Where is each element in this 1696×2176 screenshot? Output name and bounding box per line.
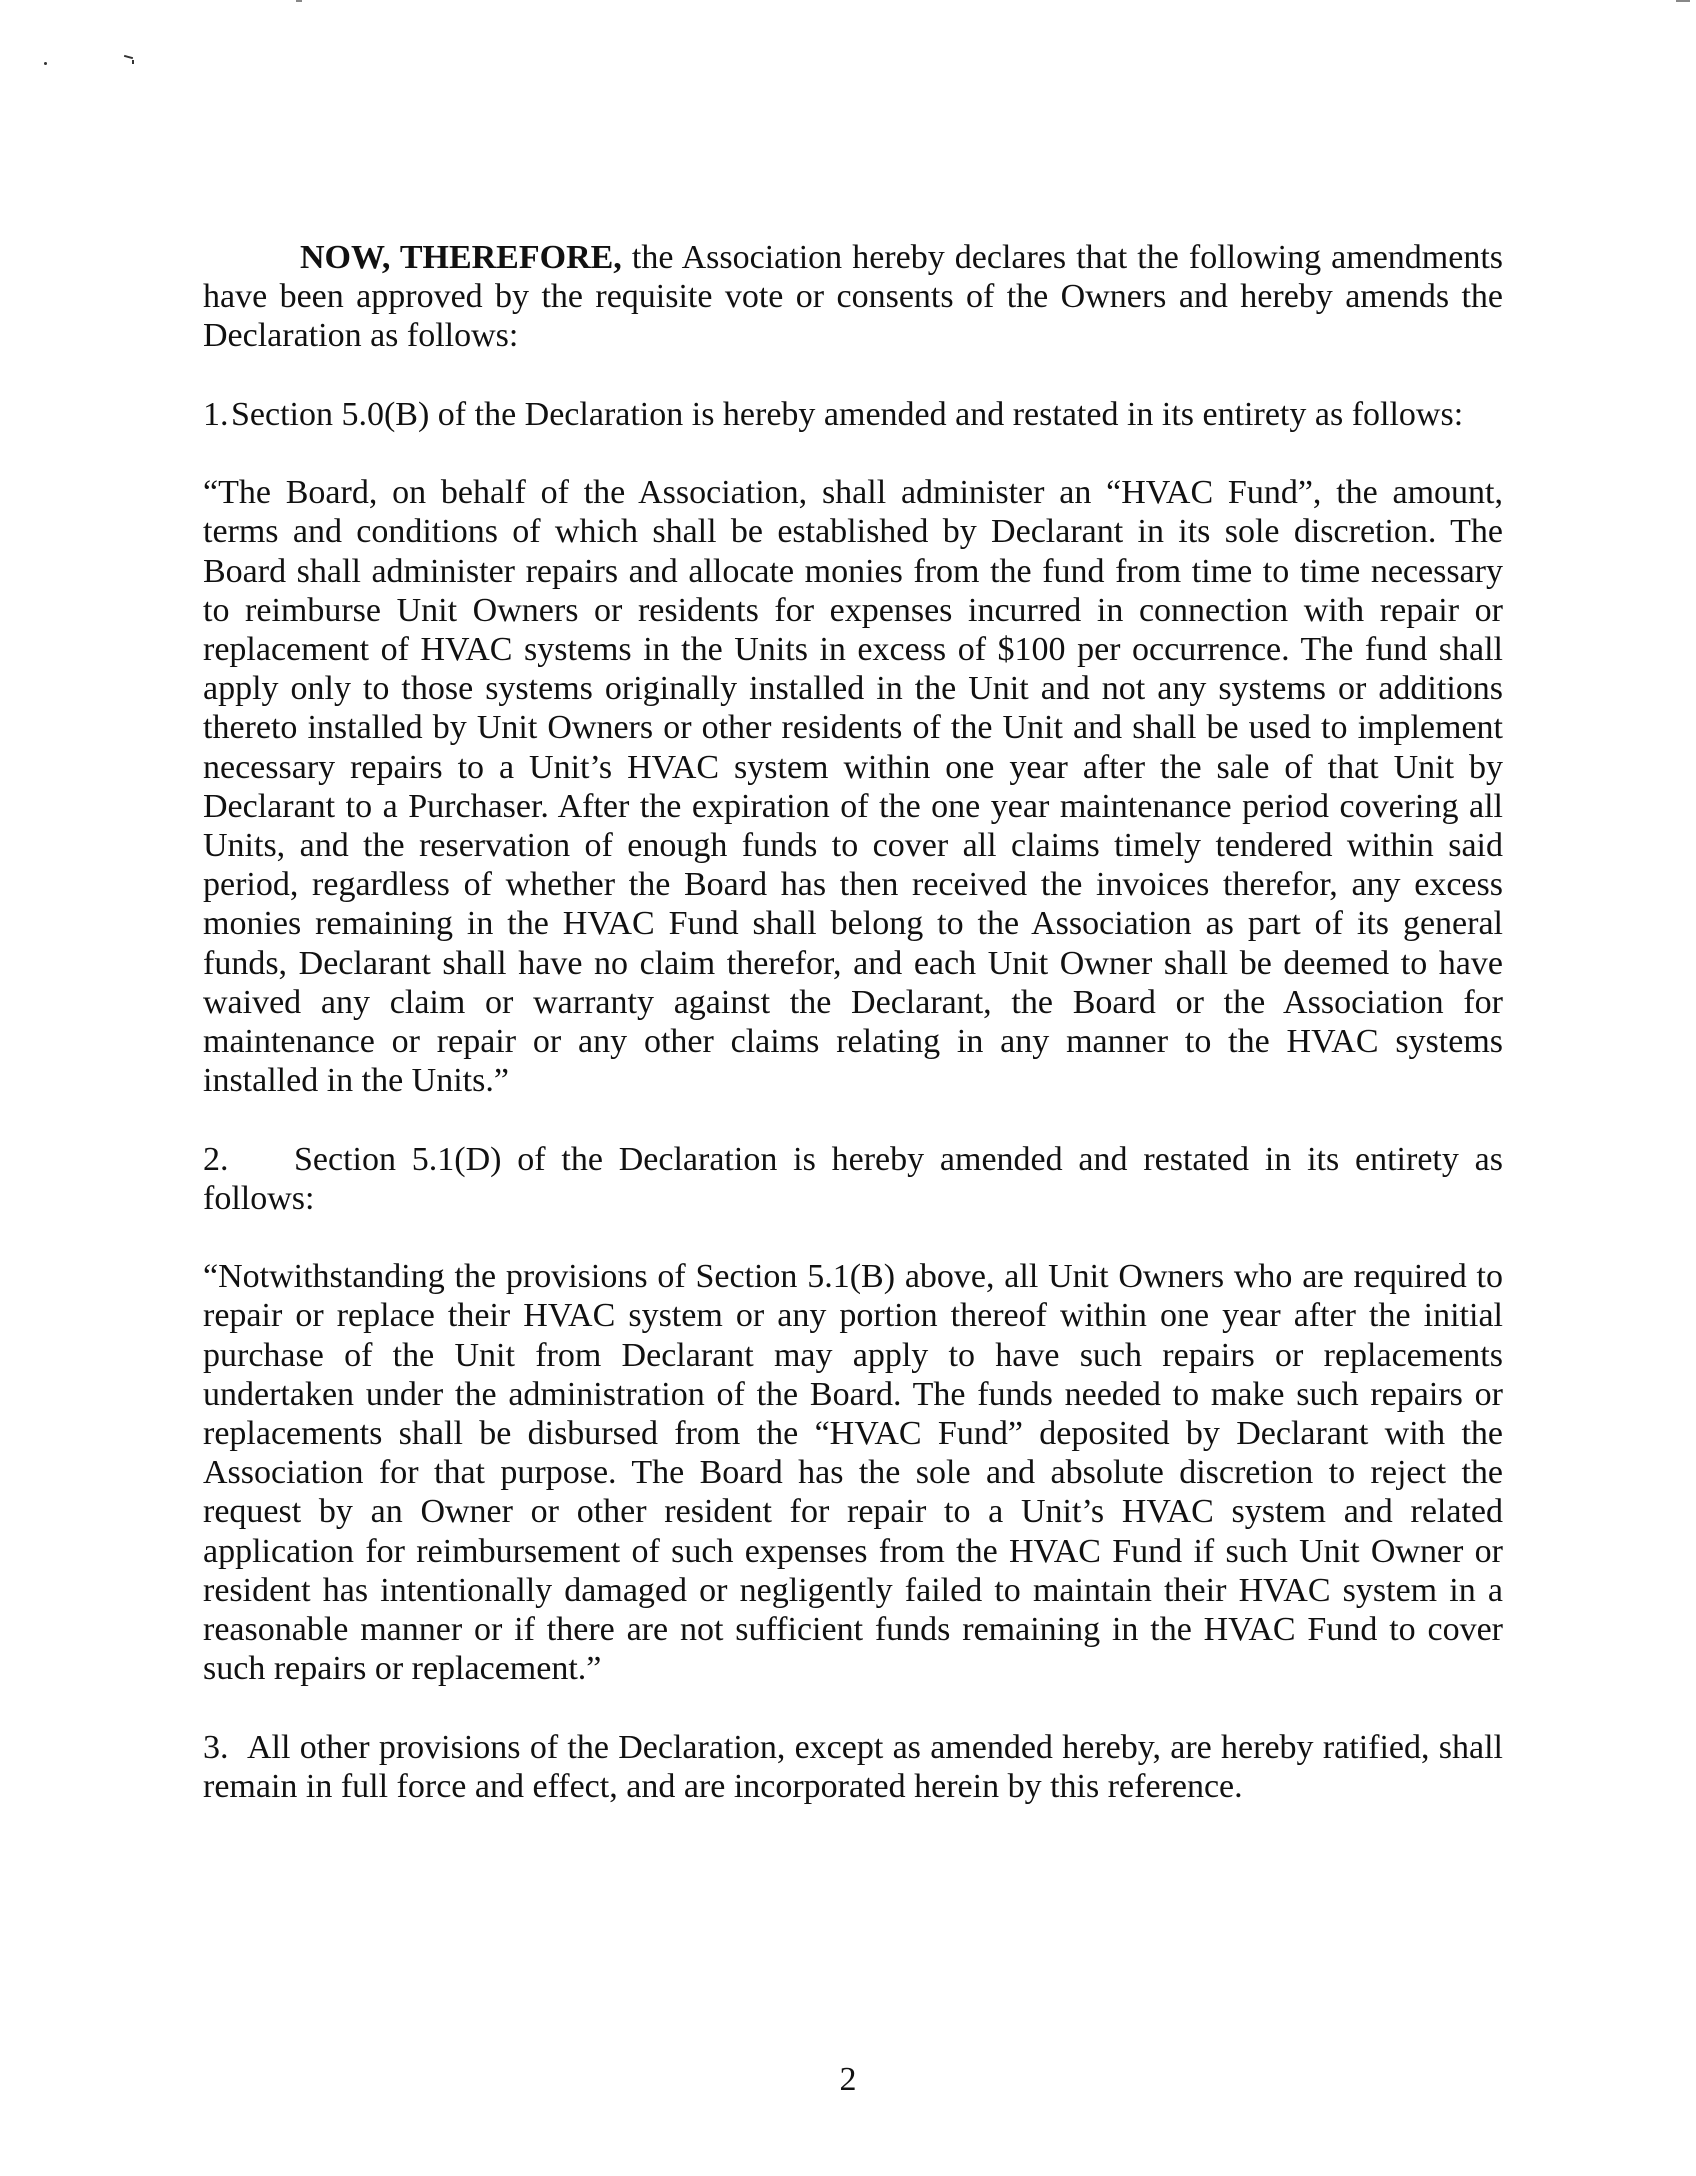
intro-text: the Association hereby declares that the following amendments have been approved by the requisite vote or consents of the Owners and hereby amends the Declaration as follows: bbox=[203, 239, 1503, 355]
item-2-quote: “Notwithstanding the provisions of Section 5.1(B) above, all Unit Owners who are required to repair or replace their HVAC system or any portion thereof within one year after the initial purchase of the Unit from Declarant may apply to have such repairs or replacements undertaken under the administration of the Board. The funds needed to make such repairs or replacements shall be disbursed from the “HVAC Fund” deposited by Declarant with the Association for that purpose. The Board has the sole and absolute discretion to reject the request by an Owner or other resident for repair to a Unit’s HVAC system and related application for reimbursement of such expenses from the HVAC Fund if such Unit Owner or resident has intentionally damaged or negligently failed to maintain their HVAC system in a reasonable manner or if there are not sufficient funds remaining in the HVAC Fund to cover such repairs or replacement.” bbox=[203, 1258, 1503, 1688]
intro-paragraph bbox=[203, 238, 1503, 356]
item-3-number: 3. bbox=[203, 1728, 229, 1766]
scan-edge-mark bbox=[296, 0, 302, 2]
item-1-heading-text: Section 5.0(B) of the Declaration is hereby amended and restated in its entirety as follows: bbox=[231, 395, 1464, 433]
item-2-heading-text: Section 5.1(D) of the Declaration is hereby amended and restated in its entirety as follows: bbox=[203, 1140, 1503, 1217]
scan-speck bbox=[44, 62, 47, 65]
page-number: 2 bbox=[839, 2061, 857, 2098]
item-2-number: 2. bbox=[203, 1140, 229, 1178]
item-1-quote: “The Board, on behalf of the Association, shall administer an “HVAC Fund”, the amount, terms and conditions of which shall be established by Declarant in its sole discretion. The Board shall administer repairs and allocate monies from the fund from time to time necessary to reimburse Unit Owners or residents for expenses incurred in connection with repair or replacement of HVAC systems in the Units in excess of $100 per occurrence. The fund shall apply only to those systems originally installed in the Unit and not any systems or additions thereto installed by Unit Owners or other residents of the Unit and shall be used to implement necessary repairs to a Unit’s HVAC system within one year after the sale of that Unit by Declarant to a Purchaser. After the expiration of the one year maintenance period covering all Units, and the reservation of enough funds to cover all claims timely tendered within said period, regardless of whether the Board has then received the invoices therefor, any excess monies remaining in the HVAC Fund shall belong to the Association as part of its general funds, Declarant shall have no claim therefor, and each Unit Owner shall be deemed to have waived any claim or warranty against the Declarant, the Board or the Association for maintenance or repair or any other claims relating in any manner to the HVAC systems installed in the Units.” bbox=[203, 474, 1503, 1100]
item-3-text: All other provisions of the Declaration, except as amended hereby, are hereby ratified, shall remain in full force and effect, and are incorporated herein by this reference. bbox=[203, 1728, 1503, 1805]
intro-lead: NOW, THEREFORE, bbox=[300, 239, 622, 276]
item-2-heading bbox=[203, 1140, 1503, 1218]
scan-speck bbox=[132, 60, 134, 64]
item-3-paragraph bbox=[203, 1728, 1503, 1806]
scan-speck bbox=[124, 55, 133, 59]
document-body bbox=[203, 238, 1503, 1845]
item-1-number: 1. bbox=[203, 395, 229, 433]
scan-edge-mark bbox=[1676, 0, 1690, 2]
item-1-heading bbox=[203, 395, 1503, 434]
